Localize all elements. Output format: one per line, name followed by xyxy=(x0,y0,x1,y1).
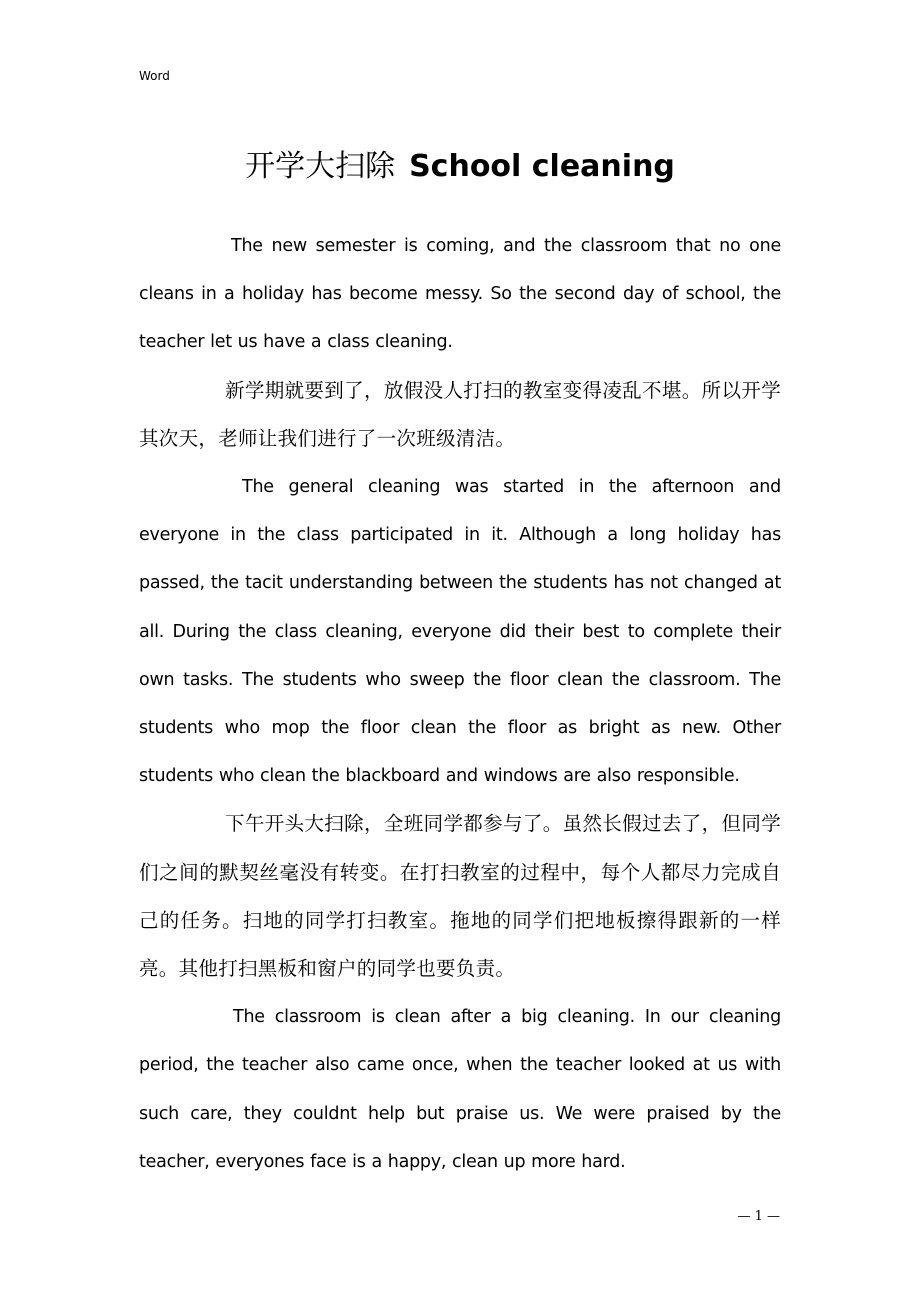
document-header-label: Word xyxy=(139,69,170,83)
document-body xyxy=(139,222,781,1186)
document-title xyxy=(0,146,920,188)
paragraph-chinese-1: 新学期就要到了，放假没人打扫的教室变得凌乱不堪。所以开学其次天，老师让我们进行了一次班级清洁。 xyxy=(139,378,781,450)
page-number: — 1 — xyxy=(737,1209,780,1224)
paragraph-chinese-2: 下午开头大扫除，全班同学都参与了。虽然长假过去了，但同学们之间的默契丝毫没有转变。在打扫教室的过程中，每个人都尽力完成自己的任务。扫地的同学打扫教室。拖地的同学们把地板擦得跟新的一样亮。其他打扫黑板和窗户的同学也要负责。 xyxy=(139,812,781,981)
document-title-chinese: 开学大扫除 xyxy=(245,149,396,184)
paragraph-english-2: The general cleaning was started in the afternoon and everyone in the class participated in it. Although a long holiday has passed, the tacit understanding between the students has not changed at all. During the class cleaning, everyone did their best to complete their own tasks. The students who sweep the floor clean the classroom. The students who mop the floor clean the floor as bright as new. Other students who clean the blackboard and windows are also responsible. xyxy=(139,477,781,787)
paragraph-english-3: The classroom is clean after a big cleaning. In our cleaning period, the teacher also came once, when the teacher looked at us with such care, they couldnt help but praise us. We were praised by the teacher, everyones face is a happy, clean up more hard. xyxy=(139,1007,781,1172)
document-title-english: School cleaning xyxy=(409,149,675,184)
paragraph-english-1: The new semester is coming, and the classroom that no one cleans in a holiday has become messy. So the second day of school, the teacher let us have a class cleaning. xyxy=(139,236,781,353)
